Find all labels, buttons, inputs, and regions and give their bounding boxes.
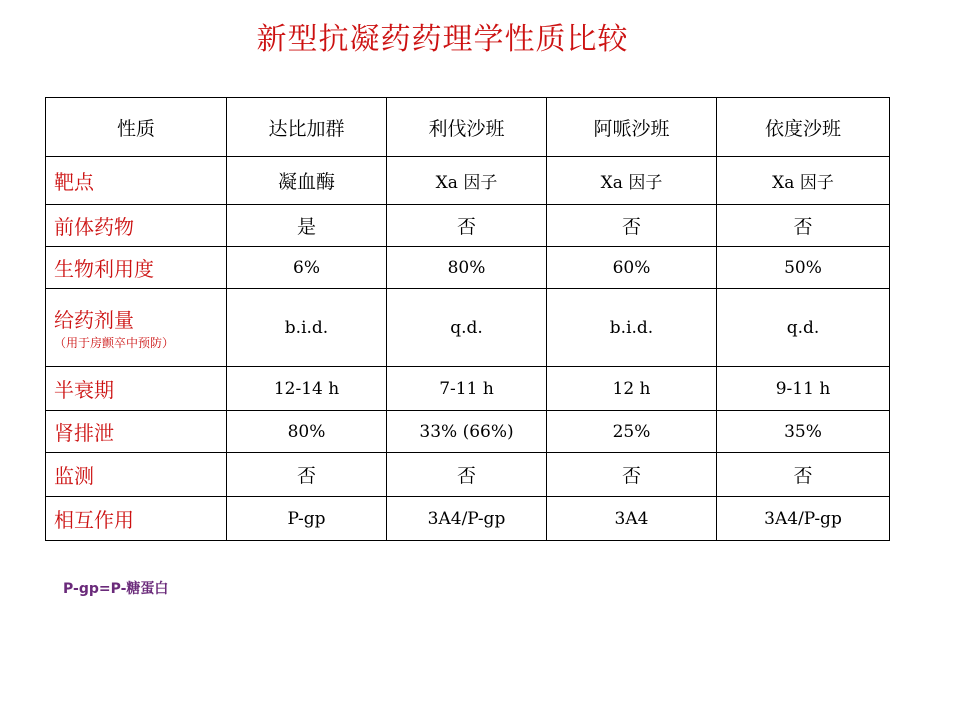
- table-cell: 50%: [717, 247, 890, 289]
- table-cell: 否: [717, 453, 890, 497]
- table-row: [46, 247, 890, 289]
- table-cell: 7-11 h: [387, 367, 547, 411]
- table-cell: b.i.d.: [227, 289, 387, 367]
- table-row: [46, 411, 890, 453]
- table-cell: 否: [227, 453, 387, 497]
- row-label: 生物利用度: [46, 247, 227, 289]
- table-row: [46, 497, 890, 541]
- table-cell: 否: [387, 205, 547, 247]
- table-row: [46, 367, 890, 411]
- table-cell: 否: [547, 453, 717, 497]
- table-cell: 80%: [387, 247, 547, 289]
- table-cell: 60%: [547, 247, 717, 289]
- table-cell: 12-14 h: [227, 367, 387, 411]
- table-cell: 3A4: [547, 497, 717, 541]
- table-cell: 25%: [547, 411, 717, 453]
- table-cell: 否: [547, 205, 717, 247]
- row-label: 前体药物: [46, 205, 227, 247]
- page-title: 新型抗凝药药理学性质比较: [256, 22, 629, 57]
- table-cell: 否: [717, 205, 890, 247]
- table-cell: 35%: [717, 411, 890, 453]
- table-cell: q.d.: [717, 289, 890, 367]
- row-label-sub: （用于房颤卒中预防）: [54, 336, 175, 350]
- table-cell: 6%: [227, 247, 387, 289]
- footnote: P-gp=P-糖蛋白: [63, 581, 169, 597]
- table-cell: 3A4/P-gp: [387, 497, 547, 541]
- table-row: [46, 453, 890, 497]
- table-cell: q.d.: [387, 289, 547, 367]
- table-cell: 80%: [227, 411, 387, 453]
- table-cell: 是: [227, 205, 387, 247]
- table-header-row: [46, 98, 890, 157]
- table-cell: 否: [387, 453, 547, 497]
- row-label: 监测: [46, 453, 227, 497]
- table-cell: Xa 因子: [547, 157, 717, 205]
- table-cell: b.i.d.: [547, 289, 717, 367]
- row-label: 靶点: [46, 157, 227, 205]
- table-cell: 9-11 h: [717, 367, 890, 411]
- table-cell: 3A4/P-gp: [717, 497, 890, 541]
- table-row: [46, 205, 890, 247]
- table-cell: P-gp: [227, 497, 387, 541]
- row-label: 相互作用: [46, 497, 227, 541]
- comparison-table: [45, 97, 890, 541]
- table-cell: Xa 因子: [717, 157, 890, 205]
- table-cell: 33% (66%): [387, 411, 547, 453]
- header-cell: 阿哌沙班: [547, 98, 717, 157]
- table-cell: 12 h: [547, 367, 717, 411]
- row-label-main: 给药剂量: [54, 308, 134, 332]
- table-cell: Xa 因子: [387, 157, 547, 205]
- table-row: [46, 157, 890, 205]
- header-cell: 利伐沙班: [387, 98, 547, 157]
- row-label: 半衰期: [46, 367, 227, 411]
- table-row: [46, 289, 890, 367]
- header-cell: 达比加群: [227, 98, 387, 157]
- row-label: 肾排泄: [46, 411, 227, 453]
- header-cell: 依度沙班: [717, 98, 890, 157]
- header-cell: 性质: [46, 98, 227, 157]
- row-label: [46, 289, 227, 367]
- table-cell: 凝血酶: [227, 157, 387, 205]
